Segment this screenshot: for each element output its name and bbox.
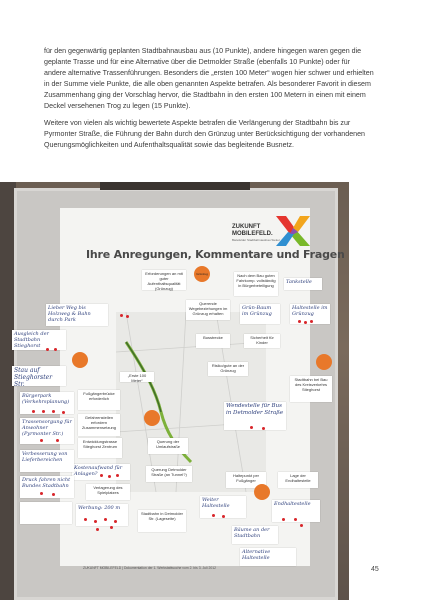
poster-title: Ihre Anregungen, Kommentare und Fragen <box>86 248 345 261</box>
card-spielplatz: Verlagerung des Spielplatzes <box>86 484 130 500</box>
vote-dot <box>126 315 129 318</box>
paragraph-2: Weitere von vielen als wichtig bewertete Aspekte betrafen die Verlängerung der Stadtbahn bis zur Pyrmonter Straße, die Führung der Bahn durch den Grünzug unter Berücksichtigung der vorhandenen Querungsmöglichkeiten und Aufenthaltsqualität sowie das begleitende Busnetz. <box>44 119 365 150</box>
card-left-bottom <box>20 502 72 524</box>
page-number: 45 <box>371 566 379 573</box>
card-kostenaufwand: Kostenaufwand für Anlagen? <box>72 464 130 480</box>
vote-dot <box>42 410 45 413</box>
card-haltestelle-gruenzug: Haltestelle im Grünzug <box>290 304 330 324</box>
card-werbung: Werbung: 200 m <box>76 504 128 526</box>
card-entwicklungstrasse: Entwicklungstrasse Stieghorst Zentrum <box>78 438 122 458</box>
vote-dot <box>84 518 87 521</box>
paragraph-1: für den gegenwärtig geplanten Stadtbahnausbau aus (10 Punkte), andere hingegen waren gegen die geplante Trasse und für eine Alternative über die Detmolder Straße (ebenfalls 10 Punkte) oder für andere alternative Trassenführungen. Besonders die „ersten 100 Meter“ wogen hier schwer und erhielten in der Summe viele Punkte, die alle oben genannten Aspekte betrafen. Als besonderer Favorit in diesem Zusammenhang ging der Vorschlag hervor, die Stadtbahn in den ersten 100 Metern in einen mit einem Deckel versehenen Trog zu legen (15 Punkte). <box>44 47 374 110</box>
vote-dot <box>54 348 57 351</box>
card-holzweg: Lieber Weg bis Holzweg & Bahn durch Park <box>46 304 108 326</box>
vote-dot <box>56 439 59 442</box>
body-text <box>44 46 374 158</box>
vote-dot <box>40 492 43 495</box>
logo-line1: ZUKUNFT <box>232 224 261 230</box>
vote-dot <box>62 411 65 414</box>
marker-orange-left <box>72 352 88 368</box>
card-ausgleich: Ausgleich der Stadtbahn Stieghorst <box>12 330 66 350</box>
vote-dot <box>96 528 99 531</box>
logo-shape-blue <box>276 232 294 246</box>
footer-caption: ZUKUNFT MOBILEFELD | Dokumentation der 1. Werkstattwoche vom 2. bis 3. Juli 2012 <box>83 566 217 570</box>
logo-shape-orange <box>293 216 310 232</box>
logo-x-icon <box>276 216 310 246</box>
vote-dot <box>120 314 123 317</box>
card-wendestelle: Wendestelle für Bus in Detmolder Straße <box>224 402 286 430</box>
marker-gruenzug: Grünzug <box>194 266 210 282</box>
card-buergerpark: Bürgerpark (Verkehrsplanung) <box>20 392 74 414</box>
card-endhaltestelle-lage: Lage der Endhaltestelle <box>278 472 318 488</box>
card-gruen-baum: Grün-Baum im Grünzug <box>240 304 280 324</box>
vote-dot <box>262 427 265 430</box>
vote-dot <box>298 320 301 323</box>
card-baeume: Bäume an der Stadtbahn <box>232 526 278 544</box>
vote-dot <box>294 518 297 521</box>
card-fussgaengerbruecke: Fußgängerbrücke erforderlich <box>78 390 120 410</box>
card-trassensorgung: Trassensorgung für Anwohner (Pyrmonter Str.) <box>20 418 74 444</box>
vote-dot <box>212 514 215 517</box>
marker-orange-right <box>316 354 332 370</box>
card-buergerbeteiligung: Nach dem Bau guten Fahrkomp. vollständig in Bürgerbeteiligung <box>234 272 278 296</box>
pinboard-top-bar <box>100 182 250 190</box>
vote-dot <box>52 410 55 413</box>
card-haltepunkt: Haltepunkt per Fußgänger <box>226 472 266 488</box>
card-sicherheit: Sicherheit für Kinder <box>244 334 280 348</box>
card-detmolder-lage: Stadtbahn in Detmolder Str. (Lageseite) <box>138 510 186 532</box>
vote-dot <box>40 439 43 442</box>
vote-dot <box>310 320 313 323</box>
vote-dot <box>116 474 119 477</box>
vote-dot <box>100 474 103 477</box>
vote-dot <box>46 348 49 351</box>
card-querung-umlauf: Querung der Umlaufstraße <box>148 438 188 454</box>
vote-dot <box>222 515 225 518</box>
logo-text <box>232 224 273 238</box>
vote-dot <box>304 321 307 324</box>
card-querung-detmolder: Querung Detmolder Straße (an Tunnel?) <box>146 466 192 482</box>
card-stau: Stau auf Stieghorster Str. <box>12 366 66 386</box>
card-tankstelle: Tankstelle <box>284 278 322 290</box>
logo-line2: MOBILEFELD. <box>232 231 273 237</box>
card-aufenthalt: Erforderungen an mit guter Aufenthaltsqualität (Grünzug) <box>142 270 186 290</box>
card-erste-100-meter: „Erste 100 Meter“ <box>120 372 154 382</box>
card-busstrecke: Busstrecke <box>196 334 230 348</box>
card-endhaltestelle: Endhaltestelle <box>272 500 320 522</box>
vote-dot <box>250 426 253 429</box>
workshop-photo <box>0 182 349 600</box>
card-alternative: Alternative Haltestelle <box>240 548 296 566</box>
card-stieghorst-kreisverkehr: Stadtbahn bei Bau des Kreisverkehrs Stieghorst <box>290 376 332 402</box>
vote-dot <box>300 524 303 527</box>
card-weiter-haltestelle: Weiter Haltestelle <box>200 496 246 518</box>
marker-orange-bottom <box>254 484 270 500</box>
vote-dot <box>114 520 117 523</box>
vote-dot <box>110 526 113 529</box>
vote-dot <box>108 475 111 478</box>
vote-dot <box>52 493 55 496</box>
vote-dot <box>104 518 107 521</box>
card-wegebeziehungen: Querende Wegebeziehungen im Grünzug erhalten <box>186 300 230 320</box>
card-risiko: Risiko/gute an der Grünzug <box>208 362 248 376</box>
vote-dot <box>282 518 285 521</box>
vote-dot <box>94 520 97 523</box>
card-druck: Druck fahren nicht Bundes Stadtbahn <box>20 476 74 498</box>
vote-dot <box>32 410 35 413</box>
poster-logo <box>232 216 310 246</box>
card-lieferbereich: Verbesserung von Lieferbereichen <box>20 450 74 472</box>
card-gefahrenstellen: Gefahrenstellen erfordern Zusammensetzung <box>78 414 120 436</box>
logo-sub: Bielefelder Stadtbahnausbau Sieker <box>232 238 280 242</box>
marker-orange-center <box>144 410 160 426</box>
